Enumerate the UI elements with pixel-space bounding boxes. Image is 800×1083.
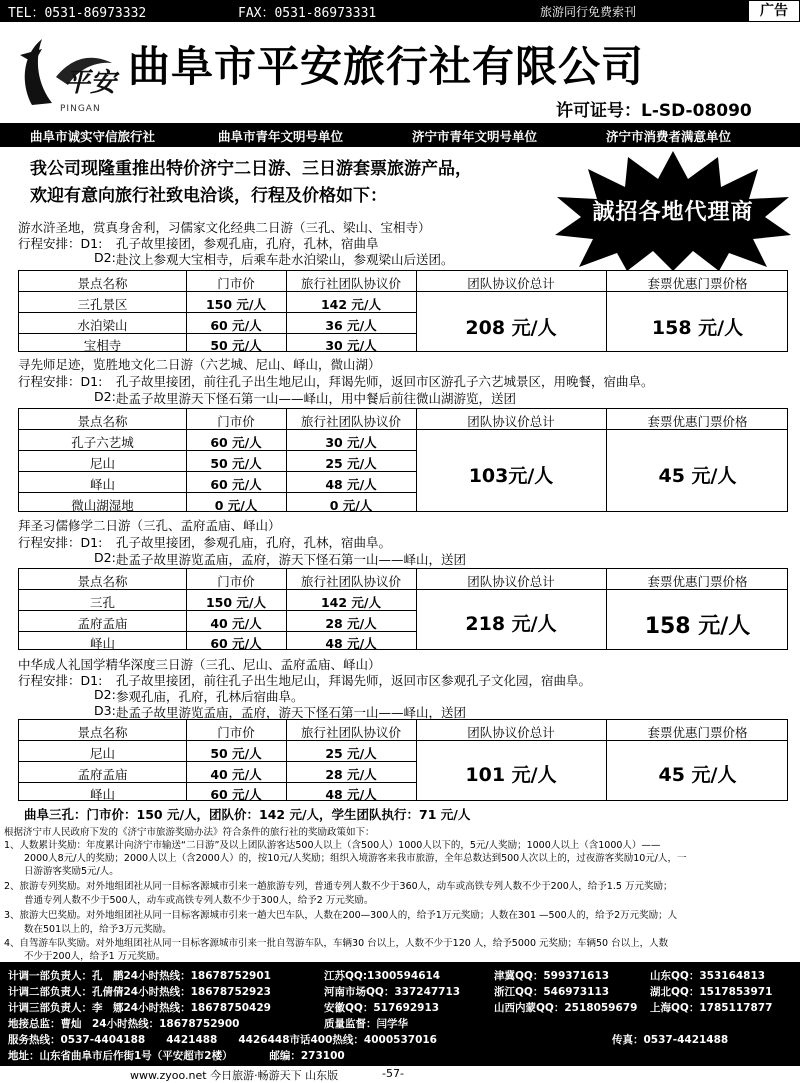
table-cell: 孟府孟庙 (77, 616, 128, 631)
header-cell: 景点名称 (77, 725, 128, 740)
agent-starburst (553, 149, 793, 273)
table-cell: 尼山 (89, 746, 115, 761)
table-cell: 50 元/人 (210, 338, 262, 353)
policy-line: 根据济宁市人民政府下发的《济宁市旅游奖励办法》符合条件的旅行社的奖励政策如下： (4, 827, 375, 838)
ticket-price: 158 元/人 (651, 317, 744, 339)
contact-qq: 浙江QQ：546973113 (494, 986, 610, 998)
tour-title: 拜圣习儒修学二日游（三孔、孟府孟庙、峄山） (18, 518, 281, 533)
header-cell: 套票优惠门票价格 (647, 725, 748, 740)
schedule-text: 赴孟子故里游览孟庙，孟府，游天下怪石第一山——峄山，送团 (116, 552, 467, 567)
header-cell: 门市价 (217, 725, 255, 740)
policy-line: 2000人8元/人的奖励；2000人以上（含2000人）的，按10元/人奖励；组织入境游客来我市旅游，全年总数达到500人次以上的，过夜游客奖励10元/人，一 (24, 853, 687, 864)
price-table (18, 408, 788, 512)
schedule-text: 孔子故里接团，参观孔庙，孔府，孔林，宿曲阜 (116, 236, 379, 251)
honor-bar (0, 123, 800, 147)
fax-number: FAX：0531-86973331 (238, 6, 377, 21)
table-cell: 60 元/人 (210, 318, 262, 333)
schedule-label: 行程安排：D1: (18, 236, 103, 251)
table-cell: 150 元/人 (205, 595, 266, 610)
table-cell: 宝相寺 (83, 338, 122, 353)
quality-supervisor: 质量监督：闫学华 (324, 1018, 408, 1030)
table-cell: 48 元/人 (325, 787, 377, 802)
schedule-label: D2: (94, 687, 116, 702)
header-cell: 旅行社团队协议价 (300, 725, 401, 740)
contact-line: 服务热线：0537-4404188 4421488 4426448市话400热线：4000537016 (8, 1034, 437, 1046)
contact-qq: 山西内蒙QQ：2518059679 (494, 1002, 638, 1014)
table-cell: 36 元/人 (325, 318, 377, 333)
site-slogan: www.zyoo.net 今日旅游·畅游天下 山东版 (130, 1069, 339, 1082)
total-price: 101 元/人 (465, 764, 557, 786)
table-cell: 30 元/人 (325, 338, 377, 353)
ad-badge: 广告 (748, 0, 800, 22)
schedule-text: 参观孔庙，孔府，孔林后宿曲阜。 (116, 689, 304, 704)
schedule-label: D2: (94, 389, 116, 404)
price-table (18, 270, 788, 352)
table-cell: 0 元/人 (214, 498, 258, 513)
license-number: 许可证号：L-SD-08090 (556, 101, 752, 121)
price-table (18, 568, 788, 650)
header-cell: 套票优惠门票价格 (647, 414, 748, 429)
table-cell: 峄山 (89, 477, 115, 492)
table-cell: 三孔 (89, 595, 115, 610)
contact-qq: 津冀QQ：599371613 (494, 970, 610, 982)
schedule-label: 行程安排：D1: (18, 535, 103, 550)
header-cell: 旅行社团队协议价 (300, 574, 401, 589)
honor-item: 曲阜市诚实守信旅行社 (30, 129, 156, 144)
contact-qq: 湖北QQ：1517853971 (650, 986, 773, 998)
fax-line: 传真：0537-4421488 (612, 1034, 729, 1046)
contact-line: 地接总监：曹灿 24小时热线：18678752900 (8, 1018, 240, 1030)
company-name: 曲阜市平安旅行社有限公司 (128, 42, 645, 91)
total-price: 218 元/人 (465, 613, 557, 635)
table-cell: 30 元/人 (325, 435, 377, 450)
tour-title: 中华成人礼国学精华深度三日游（三孔、尼山、孟府孟庙、峄山） (18, 657, 381, 672)
table-cell: 142 元/人 (320, 297, 381, 312)
policy-line: 3、旅游大巴奖励。对外地组团社从同一目标客源城市引来一趟大巴车队，人数在200—300人的，给予1万元奖励；人数在301 —500人的，给予2万元奖励；人 (4, 910, 678, 921)
ticket-price: 45 元/人 (658, 465, 737, 487)
policy-line: 数在501以上的，给予3万元奖励。 (24, 924, 172, 935)
svg-text:平安: 平安 (64, 68, 117, 98)
total-price: 103元/人 (468, 465, 554, 487)
contact-line: 计调二部负责人：孔倩倩24小时热线：18678752923 (8, 986, 271, 998)
table-cell: 28 元/人 (325, 767, 377, 782)
header-cell: 团队协议价总计 (467, 574, 555, 589)
table-cell: 峄山 (89, 636, 115, 651)
contact-qq: 上海QQ：1785117877 (650, 1002, 773, 1014)
ticket-price: 45 元/人 (658, 764, 737, 786)
logo-caption: PINGAN (60, 104, 101, 114)
table-cell: 三孔景区 (77, 297, 128, 312)
schedule-label: D2: (94, 250, 116, 265)
header-cell: 团队协议价总计 (467, 414, 555, 429)
schedule-label: 行程安排：D1: (18, 374, 103, 389)
top-bar (0, 0, 800, 22)
header-cell: 景点名称 (77, 276, 128, 291)
tour-title: 寻先师足迹，览胜地文化二日游（六艺城、尼山、峄山，微山湖） (18, 357, 381, 372)
price-table (18, 719, 788, 801)
table-cell: 25 元/人 (325, 746, 377, 761)
table-cell: 50 元/人 (210, 456, 262, 471)
schedule-label: 行程安排：D1: (18, 673, 103, 688)
contact-qq: 山东QQ：353164813 (650, 970, 766, 982)
table-cell: 142 元/人 (320, 595, 381, 610)
honor-item: 济宁市消费者满意单位 (606, 129, 732, 144)
table-cell: 48 元/人 (325, 636, 377, 651)
total-price: 208 元/人 (465, 317, 557, 339)
header-cell: 团队协议价总计 (467, 725, 555, 740)
telephone: TEL：0531-86973332 (8, 6, 147, 21)
page-number: -57- (382, 1067, 404, 1080)
header-cell: 景点名称 (77, 574, 128, 589)
honor-item: 曲阜市青年文明号单位 (218, 129, 344, 144)
schedule-label: D2: (94, 550, 116, 565)
schedule-text: 孔子故里接团，参观孔庙，孔府，孔林，宿曲阜。 (116, 535, 392, 550)
header-cell: 门市价 (217, 574, 255, 589)
table-cell: 孟府孟庙 (77, 767, 128, 782)
header-cell: 旅行社团队协议价 (300, 414, 401, 429)
header-cell: 套票优惠门票价格 (647, 276, 748, 291)
headline: 我公司现隆重推出特价济宁二日游、三日游套票旅游产品， (30, 159, 472, 179)
header-cell: 套票优惠门票价格 (647, 574, 748, 589)
policy-line: 不少于200人，给予1 万元奖励。 (24, 951, 166, 962)
table-cell: 25 元/人 (325, 456, 377, 471)
contact-line: 计调一部负责人：孔 鹏24小时热线：18678752901 (8, 970, 271, 982)
table-cell: 40 元/人 (210, 767, 262, 782)
tour-title: 游水浒圣地，赏真身舍利，习儒家文化经典二日游（三孔、梁山、宝相寺） (18, 220, 431, 235)
contact-qq: 安徽QQ：517692913 (324, 1002, 440, 1014)
schedule-text: 孔子故里接团，前往孔子出生地尼山，拜谒先师，返回市区游孔子六艺城景区，用晚餐，宿曲阜。 (116, 374, 654, 389)
policy-line: 日游游客奖励5元/人。 (24, 866, 119, 877)
schedule-text: 孔子故里接团，前往孔子出生地尼山，拜谒先师，返回市区参观孔子文化园，宿曲阜。 (116, 673, 592, 688)
schedule-text: 赴汶上参观大宝相寺，后乘车赴水泊梁山，参观梁山后送团。 (116, 252, 454, 267)
table-cell: 48 元/人 (325, 477, 377, 492)
table-cell: 尼山 (89, 456, 115, 471)
honor-item: 济宁市青年文明号单位 (412, 129, 538, 144)
table-cell: 水泊梁山 (77, 318, 128, 333)
table-cell: 60 元/人 (210, 787, 262, 802)
table-cell: 40 元/人 (210, 616, 262, 631)
table-cell: 50 元/人 (210, 746, 262, 761)
table-cell: 0 元/人 (329, 498, 373, 513)
header-cell: 门市价 (217, 414, 255, 429)
schedule-text: 赴孟子故里游天下怪石第一山——峄山，用中餐后前往微山湖游览，送团 (116, 391, 517, 406)
policy-line: 普通专列人数不少于500人，动车或高铁专列人数不少于300人，给予2 万元奖励。 (24, 895, 374, 906)
policy-line: 2、旅游专列奖励。对外地组团社从同一目标客源城市引来一趟旅游专列，普通专列人数不少于360人，动车或高铁专列人数不少于200人，给予1.5 万元奖励； (4, 881, 673, 892)
contact-line: 地址：山东省曲阜市后作街1号（平安超市2楼） 邮编：273100 (8, 1050, 345, 1062)
index-note: 旅游同行免费索刊 (540, 5, 637, 19)
agent-badge: 誠招各地代理商 (592, 200, 754, 225)
header-cell: 门市价 (217, 276, 255, 291)
table-cell: 微山湖湿地 (71, 498, 134, 513)
ticket-price: 158 元/人 (644, 614, 751, 639)
schedule-label: D3: (94, 703, 116, 718)
table-cell: 峄山 (89, 787, 115, 802)
contact-line: 计调三部负责人：李 娜24小时热线：18678750429 (8, 1002, 271, 1014)
contact-panel (0, 962, 800, 1066)
contact-qq: 河南市场QQ：337247713 (324, 986, 461, 998)
table-cell: 60 元/人 (210, 435, 262, 450)
table-cell: 28 元/人 (325, 616, 377, 631)
contact-qq: 江苏QQ:1300594614 (324, 970, 441, 982)
header-cell: 景点名称 (77, 414, 128, 429)
header-cell: 团队协议价总计 (467, 276, 555, 291)
policy-line: 1、人数累计奖励：年度累计向济宁市输送“二日游”及以上团队游客达500人以上（含500人）1000人以下的，5元/人奖励；1000人以上（含1000人）—— (4, 840, 661, 851)
header-cell: 旅行社团队协议价 (300, 276, 401, 291)
table-cell: 150 元/人 (205, 297, 266, 312)
table-cell: 60 元/人 (210, 477, 262, 492)
policy-line: 4、自驾游车队奖励。对外地组团社从同一目标客源城市引来一批自驾游车队，车辆30 台以上，人数不少于120 人，给予5000 元奖励；车辆50 台以上，人数 (4, 938, 669, 949)
headline: 欢迎有意向旅行社致电洽谈，行程及价格如下： (30, 186, 387, 206)
table-cell: 60 元/人 (210, 636, 262, 651)
page-footer (0, 1066, 800, 1083)
table-cell: 孔子六艺城 (71, 435, 134, 450)
sankong-price: 曲阜三孔：门市价：150 元/人，团队价：142 元/人，学生团队执行：71 元/人 (24, 807, 471, 822)
schedule-text: 赴孟子故里游览孟庙，孟府，游天下怪石第一山——峄山，送团 (116, 705, 467, 720)
